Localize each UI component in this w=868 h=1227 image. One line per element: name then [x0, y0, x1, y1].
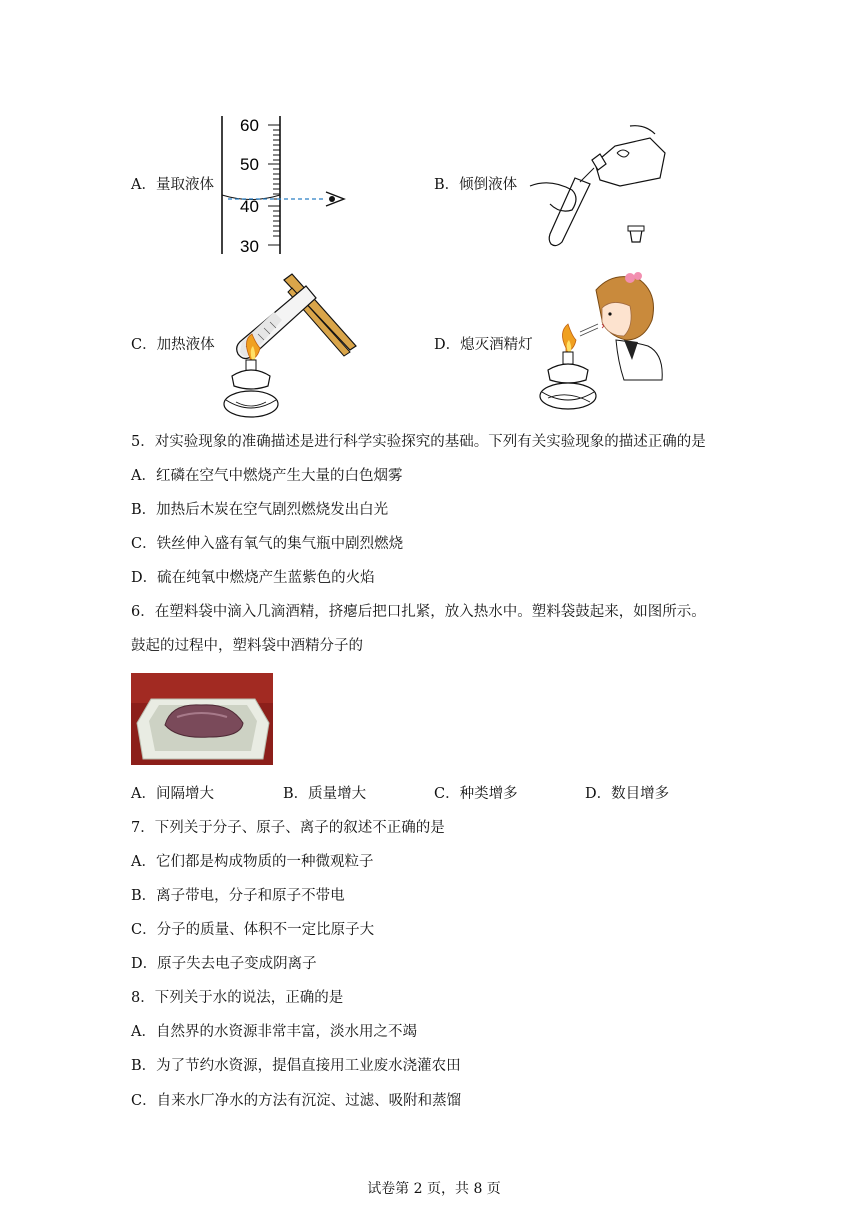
question-6-option-a: A．间隔增大: [131, 786, 214, 802]
option-d-label: D．熄灭酒精灯: [434, 337, 533, 353]
question-7-option-a: A．它们都是构成物质的一种微观粒子: [131, 854, 374, 870]
figure-extinguish-lamp: [534, 270, 668, 420]
question-7-stem: 7．下列关于分子、原子、离子的叙述不正确的是: [131, 820, 445, 836]
question-6-stem-line2: 鼓起的过程中，塑料袋中酒精分子的: [131, 638, 363, 654]
question-5-option-b: B．加热后木炭在空气剧烈燃烧发出白光: [131, 502, 389, 518]
scale-label-30: 30: [240, 237, 259, 256]
question-6-option-c: C．种类增多: [434, 786, 518, 802]
question-8-option-b: B．为了节约水资源，提倡直接用工业废水浇灌农田: [131, 1058, 461, 1074]
page-footer: 试卷第 2 页，共 8 页: [367, 1181, 501, 1197]
question-5-option-d: D．硫在纯氧中燃烧产生蓝紫色的火焰: [131, 570, 375, 586]
scale-label-50: 50: [240, 155, 259, 174]
question-6-option-d: D．数目增多: [585, 786, 670, 802]
question-5-option-c: C．铁丝伸入盛有氧气的集气瓶中剧烈燃烧: [131, 536, 404, 552]
question-8-option-a: A．自然界的水资源非常丰富，淡水用之不竭: [131, 1024, 417, 1040]
question-5-stem: 5．对实验现象的准确描述是进行科学实验探究的基础。下列有关实验现象的描述正确的是: [131, 434, 706, 450]
scale-label-40: 40: [240, 197, 259, 216]
option-a-label: A．量取液体: [131, 177, 214, 193]
question-7-option-d: D．原子失去电子变成阴离子: [131, 956, 317, 972]
figure-pour-liquid: [520, 118, 670, 250]
question-6-stem-line1: 6．在塑料袋中滴入几滴酒精，挤瘪后把口扎紧，放入热水中。塑料袋鼓起来，如图所示。: [131, 604, 706, 620]
question-8-stem: 8．下列关于水的说法，正确的是: [131, 990, 344, 1006]
scale-label-60: 60: [240, 116, 259, 135]
option-c-label: C．加热液体: [131, 337, 215, 353]
figure-measure-liquid: [218, 112, 353, 257]
question-5-option-a: A．红磷在空气中燃烧产生大量的白色烟雾: [131, 468, 403, 484]
question-8-option-c: C．自来水厂净水的方法有沉淀、过滤、吸附和蒸馏: [131, 1093, 462, 1109]
figure-heat-liquid: [222, 268, 362, 420]
option-b-label: B．倾倒液体: [434, 177, 518, 193]
question-7-option-c: C．分子的质量、体积不一定比原子大: [131, 922, 375, 938]
question-6-option-b: B．质量增大: [283, 786, 367, 802]
question-7-option-b: B．离子带电，分子和原子不带电: [131, 888, 345, 904]
plastic-bag-photo: [131, 673, 273, 765]
